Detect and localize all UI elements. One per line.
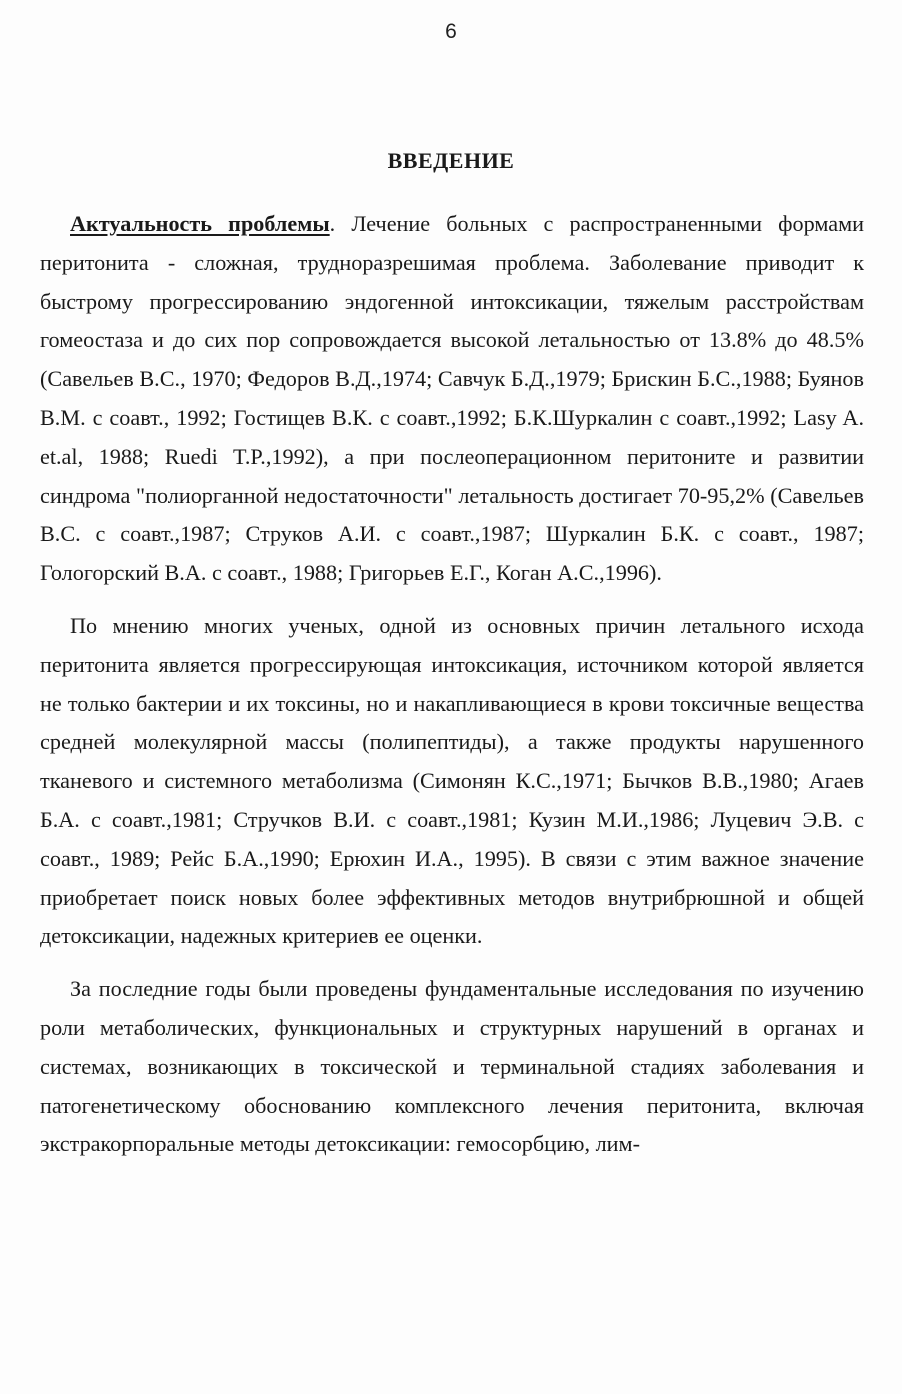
paragraph-text: . Лечение больных с распространенными формами перитонита - сложная, трудноразрешимая проблема. Заболевание приводит к быстрому прогрессированию эндогенной интоксикации, тяжелым расстройствам гомеостаза и до сих пор сопровождается высокой летальностью от 13.8% до 48.5% (Савельев В.С., 1970; Федоров В.Д.,1974; Савчук Б.Д.,1979; Брискин Б.С.,1988; Буянов В.М. с соавт., 1992; Гостищев В.К. с соавт.,1992; Б.К.Шуркалин с соавт.,1992; Lasy A. et.al, 1988; Ruedi T.P.,1992), а при послеоперационном перитоните и развитии синдрома "полиорганной недостаточности" летальность достигает 70-95,2% (Савельев В.С. с соавт.,1987; Струков А.И. с соавт.,1987; Шуркалин Б.К. с соавт., 1987; Гологорский В.А. с соавт., 1988; Григорьев Е.Г., Коган А.С.,1996). [40,211,864,586]
body-text [40,205,864,1164]
paragraph-intoxication: По мнению многих ученых, одной из основных причин летального исхода перитонита является прогрессирующая интоксикация, источником которой является не только бактерии и их токсины, но и накапливающиеся в крови токсичные вещества средней молекулярной массы (полипептиды), а также продукты нарушенного тканевого и системного метаболизма (Симонян К.С.,1971; Бычков В.В.,1980; Агаев Б.А. с соавт.,1981; Стручков В.И. с соавт.,1981; Кузин М.И.,1986; Луцевич Э.В. с соавт., 1989; Рейс Б.А.,1990; Ерюхин И.А., 1995). В связи с этим важное значение приобретает поиск новых более эффективных методов внутрибрюшной и общей детоксикации, надежных критериев ее оценки. [40,612,864,949]
section-heading: ВВЕДЕНИЕ [387,148,515,173]
paragraph-lead-term: Актуальность проблемы [70,211,330,236]
paragraph-research: За последние годы были проведены фундаментальные исследования по изучению роли метаболических, функциональных и структурных нарушений в органах и системах, возникающих в токсической и терминальной стадиях заболевания и патогенетическому обоснованию комплексного лечения перитонита, включая экстракорпоральные методы детоксикации: гемосорбцию, лим- [40,976,864,1157]
page-number: 6 [445,20,457,43]
paragraph-relevance [40,205,864,593]
